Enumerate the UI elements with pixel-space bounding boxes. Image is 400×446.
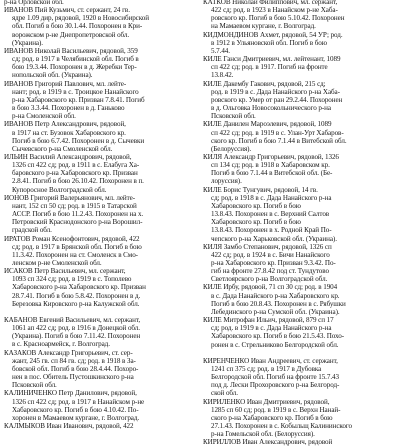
entry-text-line: баровского р-на Хабаровского кр. Призван: [12, 169, 138, 178]
entry-text-line: нопольской обл. (Украина).: [12, 71, 93, 80]
entry-text-line: сп 422 сд; род. в 1919 в с. Улан-Урт Хабаров-: [211, 128, 344, 137]
entry-heading-line: КИДМОНДИНОВ Ахмет, рядовой, 54 УР; род.: [203, 30, 343, 39]
entry-heading-line: КИЛЕ Данилен Мароэлевич, рядовой, 1089: [203, 120, 332, 129]
entry-text-line: 13.8.43. Похоронен в х. Родной Край По-: [211, 226, 332, 235]
memorial-entry: [4, 80, 197, 121]
entry-text-line: Светлоярского р-на Волгоградской обл.: [211, 275, 328, 284]
entry-text-line: ровского кр. Умер от ран 29.2.44. Похоронен: [211, 95, 343, 104]
entry-text-line: ровского кр. Погиб в бою 5.10.42. Похоронен: [211, 14, 345, 23]
memorial-entry: [4, 120, 197, 153]
entry-text-line: Белгородской обл. Погиб на фронте 15.7.43: [211, 373, 339, 382]
memorial-entry: [4, 6, 197, 47]
entry-heading-line: КИРИЛЕНКО Иван Дмитриевич, рядовой,: [203, 397, 330, 406]
entry-heading-line: КАЛМЫКОВ Иван Иванович, рядовой, 422: [4, 421, 134, 430]
entry-text-line: Петровский Краснодонского р-на Ворошил-: [12, 218, 143, 227]
entry-heading-line: КАТКОВ Николай Филиппович, мл. сержант,: [203, 0, 338, 6]
entry-heading-line: КИЛЕ Митрофан Ильич, рядовой, 879 сп 17: [203, 316, 334, 325]
entry-text-line: Березовка Кировского р-на Калужской обл.: [12, 299, 140, 308]
entry-heading-line: КИЛЕ Борис Тунгувич, рядовой, 14 гв.: [203, 185, 318, 194]
entry-text-line: род. в 1919 в с. Дада Нанайского р-на Хаба-: [211, 87, 340, 96]
memorial-entry: [203, 243, 397, 284]
entry-text-line: 422 сд; род. в 1923 в Нанайском р-не Хаба-: [211, 6, 338, 15]
memorial-entry: [4, 235, 197, 268]
entry-text-line: нен в пос. Обитель Пустошкинского р-на: [12, 373, 134, 382]
entry-text-line: Купоросное Волгоградской обл.: [12, 185, 107, 194]
entry-heading-line: ИВАНОВ Пий Кузьмич, ст. сержант, 24 гв.: [4, 6, 130, 15]
entry-text-line: 1285 сп 60 сд; род. в 1919 в с. Верхн Нанай-: [211, 405, 341, 414]
entry-heading-line: ИВАНОВ Григорий Павлович, мл. лейте-: [4, 79, 127, 88]
entry-heading-line: КИЛЯ Замбо Степанович, рядовой, 1326 сп: [203, 242, 332, 251]
entry-text-line: 2.8.41. Погиб в бою 26.10.42. Похоронен в п.: [12, 177, 144, 186]
entry-heading-line: КИРИЛЛОВ Иван Александрович, рядовой: [203, 438, 333, 446]
entry-text-line: р-на Смоленской обл.: [12, 112, 76, 121]
entry-text-line: р-на Хабаровского кр. Призван 9.3.42. По-: [211, 259, 336, 267]
entry-text-line: ленском р-не Смоленской обл.: [12, 259, 102, 267]
entry-text-line: 1326 сп 422 сд; род. в 1917 в Нанайском р-не: [12, 397, 145, 406]
entry-text-line: 11.3.42. Похоронен на ст. Смоленск в Смо-: [12, 250, 138, 259]
entry-text-line: в бою 3.3.44. Похоронен в д. Ганьково: [12, 104, 125, 113]
entry-heading-line: ИСАКОВ Петр Васильевич, мл. сержант,: [4, 267, 126, 276]
entry-heading-line: КИЛЯ Александр Григорьевич, рядовой, 1326: [203, 152, 339, 161]
entry-heading-line: ИРАТОВ Роман Ксенофонтович, рядовой, 422: [4, 234, 140, 243]
entry-text-line: ворожском р-не Днепропетровской обл.: [12, 30, 130, 39]
entry-heading-line: ИВАНОВ Николай Васильевич, рядовой, 359: [4, 46, 138, 55]
entry-text-line: сп 422 сд; род. в 1917. Погиб на фронте: [211, 63, 328, 72]
entry-text-line: 422 сд; род. в 1924 в с. Бичи Нанайского: [211, 250, 330, 259]
entry-text-line: чепского р-на Харьковской обл. (Украина).: [211, 234, 337, 243]
entry-text-line: Хабаровского кр. Погиб в бою: [211, 218, 301, 227]
entry-text-line: р-на Гомельской обл. (Белоруссия).: [211, 430, 315, 439]
memorial-entry: [4, 194, 197, 235]
memorial-entry: [4, 47, 197, 80]
entry-heading-line: КИЛЕ Ирбу, рядовой, 71 сп 30 сд; род. в 1904: [203, 283, 338, 292]
section-gap: [203, 349, 397, 357]
entry-heading-line: КИЛЕ Ганси Дмитриевич, мл. лейтенант, 1089: [203, 55, 341, 64]
memorial-entry: [4, 316, 197, 349]
memorial-entry: [203, 120, 397, 153]
memorial-entry: [203, 438, 397, 446]
entry-text-line: ядре 1.09 дир, рядовой, 1920 в Новосибирской: [12, 14, 149, 23]
memorial-entry: [4, 422, 197, 430]
entry-text-line: сд; род. в 1919 в с. Дада Нанайского р-на: [211, 324, 332, 333]
entry-text-line: 1093 сп 324 сд; род. в 1919 в с. Тополево: [12, 275, 132, 284]
memorial-entry: [4, 267, 197, 308]
entry-heading-line: ИЛЬИН Василий Александрович, рядовой,: [4, 152, 132, 161]
entry-text-line: АССР. Погиб в бою 11.2.43. Похоронен на х.: [12, 210, 144, 219]
entry-text-line: Погиб в бою 6.7.42. Похоронен в д. Сычевки: [12, 136, 145, 145]
entry-text-line: ронен в с. Стрельниково Белгородской обл.: [211, 340, 339, 349]
entry-text-line: на Мамаевом кургане, г. Волгоград.: [211, 22, 316, 31]
entry-text-line: сд; род. в 1917 в Челябинской обл. Погиб в: [12, 55, 139, 64]
entry-heading-line: КИЛЕ Дакембу Гакович, рядовой, 215 сд;: [203, 79, 326, 88]
entry-text-line: Хабаровского кр. Погиб в бою: [211, 201, 301, 210]
entry-text-line: Погиб в бою 20.8.43. Похоронен в с. Рябушки: [211, 299, 346, 308]
entry-text-line: ского кр. Погиб в бою 7.1.44 в Витебской обл.: [211, 136, 347, 145]
entry-text-line: Псковской обл.: [12, 381, 57, 390]
entry-text-line: 1326 сп 422 сд; род. в 1911 в с. Елабуга Ха-: [12, 161, 140, 170]
entry-text-line: в 1917 на ст. Бузовок Хабаровского кр.: [12, 128, 126, 137]
memorial-entry: [203, 398, 397, 439]
entry-text-line: Лебединского р-на Сумской обл. (Украина).: [211, 307, 340, 316]
memorial-entry: [4, 153, 197, 194]
entry-text-line: в д. Ольговка Новосокольнического р-на: [211, 104, 331, 113]
entry-text-line: Погиб в бою 7.1.44 в Витебской обл. (Бе-: [211, 169, 333, 178]
entry-text-line: (Украина). Погиб в бою 7.11.42. Похоронен: [12, 332, 141, 341]
entry-text-line: Хабаровского р-на Хабаровского кр. Призван: [12, 283, 146, 292]
entry-text-line: 27.1.43. Похоронен в с. Кобыльщ Калининского: [211, 421, 352, 430]
entry-text-line: нант; род. в 1919 в с. Троицкое Нанайского: [12, 87, 139, 96]
entry-text-line: под д. Лески Прохоровского р-на Белгород-: [211, 381, 340, 390]
entry-text-line: ского р-на Хабаровского кр. Погиб в бою: [211, 413, 333, 422]
memorial-entry: [4, 349, 197, 390]
entry-text-line: 28.7.41. Погиб в бою 5.8.42. Похоронен в д.: [12, 291, 141, 300]
entry-text-line: в с. Красноармейск, г. Волгоград.: [12, 340, 110, 349]
entry-text-line: лоруссия).: [211, 177, 242, 186]
entry-text-line: 1241 сп 375 сд; род. в 1917 в Дубовка: [211, 364, 322, 373]
memorial-entry: [203, 283, 397, 316]
entry-text-line: нант, 152 сп 50 сд; род. в 1915 в Татарской: [12, 201, 137, 210]
entry-text-line: хоронен в Мамаевом кургане, г. Волгоград.: [12, 413, 140, 422]
entry-text-line: р-на Хабаровского кр. Призван 7.8.41. Погиб: [12, 95, 145, 104]
entry-heading-line: КАЗАКОВ Александр Григорьевич, ст. сер-: [4, 348, 133, 357]
memorial-entry: [203, 31, 397, 55]
entry-text-line: 1061 ап 422 сд; род. в 1916 в Донецкой обл.: [12, 324, 140, 333]
entry-text-line: (Украина).: [12, 38, 43, 47]
entry-text-line: гиб на фронте 27.8.42 под ст. Тундутово: [211, 267, 329, 276]
entry-heading-line: ИОНОВ Григорий Валерьянович, мл. лейте-: [4, 193, 136, 202]
entry-text-line: ской обл.: [211, 389, 238, 398]
entry-text-line: в 1912 в Ульяновской обл. Погиб в бою: [211, 38, 327, 47]
entry-text-line: Сычевского р-на Смоленской обл.: [12, 144, 113, 153]
entry-text-line: сд; род. в 1918 в с. Дада Нанайского р-на: [211, 193, 332, 202]
entry-text-line: 13.8.42.: [211, 71, 234, 80]
entry-text-line: 13.8.43. Похоронен в с. Верхний Салтов: [211, 210, 330, 219]
entry-text-line: обл. Погиб в бою 30.1.44. Похоронен в Кри-: [12, 22, 143, 31]
entry-text-line: жант, 245 гв. сп 84 гв. сд; род. в 1918 в За-: [12, 356, 136, 365]
entry-heading-line: КАЛИНИЧЕНКО Петр Данилович, рядовой,: [4, 389, 137, 398]
entry-text-line: бою 19.3.44. Похоронен в д. Жеребки Тер-: [12, 63, 137, 72]
memorial-entry: [203, 55, 397, 79]
right-column: [200, 0, 400, 446]
entry-heading-line: ИВАНОВ Петр Александрович, рядовой,: [4, 120, 126, 129]
entry-text-line: Хабаровского кр. Погиб в бою 21.5.43. Похо-: [211, 332, 344, 341]
entry-text-line: Псковской обл.: [211, 112, 256, 121]
section-gap: [4, 308, 197, 316]
entry-text-line: 5.7.44.: [211, 46, 230, 55]
entry-text-line: в с. Дада Нанайского р-на Хабаровского кр.: [211, 291, 340, 300]
memorial-entry: [203, 316, 397, 349]
memorial-entry: [203, 186, 397, 243]
memorial-entry: [203, 357, 397, 398]
left-column: [0, 0, 200, 430]
memorial-entry: [203, 0, 397, 31]
memorial-entry: [203, 80, 397, 121]
entry-heading-line: КАБАНОВ Евгений Васильевич, мл. сержант,: [4, 315, 141, 324]
memorial-entry: [203, 153, 397, 186]
entry-text-line: сп 134 сд; род. в 1918 в Хабаровском кр.: [211, 161, 330, 170]
entry-heading-line: р-на Орловской обл.: [4, 0, 64, 6]
entry-text-line: Хабаровского кр. Погиб в бою 4.10.42. По-: [12, 405, 139, 414]
entry-text-line: градской обл.: [12, 226, 52, 235]
entry-text-line: бовской обл. Погиб в бою 28.4.44. Похоро-: [12, 364, 139, 373]
entry-text-line: (Белоруссия).: [211, 144, 252, 153]
entry-text-line: сд; род. в 1917 в Брянской обл. Погиб в бою: [12, 242, 142, 251]
memorial-entry: [4, 389, 197, 422]
entry-heading-line: КИРЕНЧЕНКО Иван Андреевич, ст. сержант,: [203, 356, 338, 365]
